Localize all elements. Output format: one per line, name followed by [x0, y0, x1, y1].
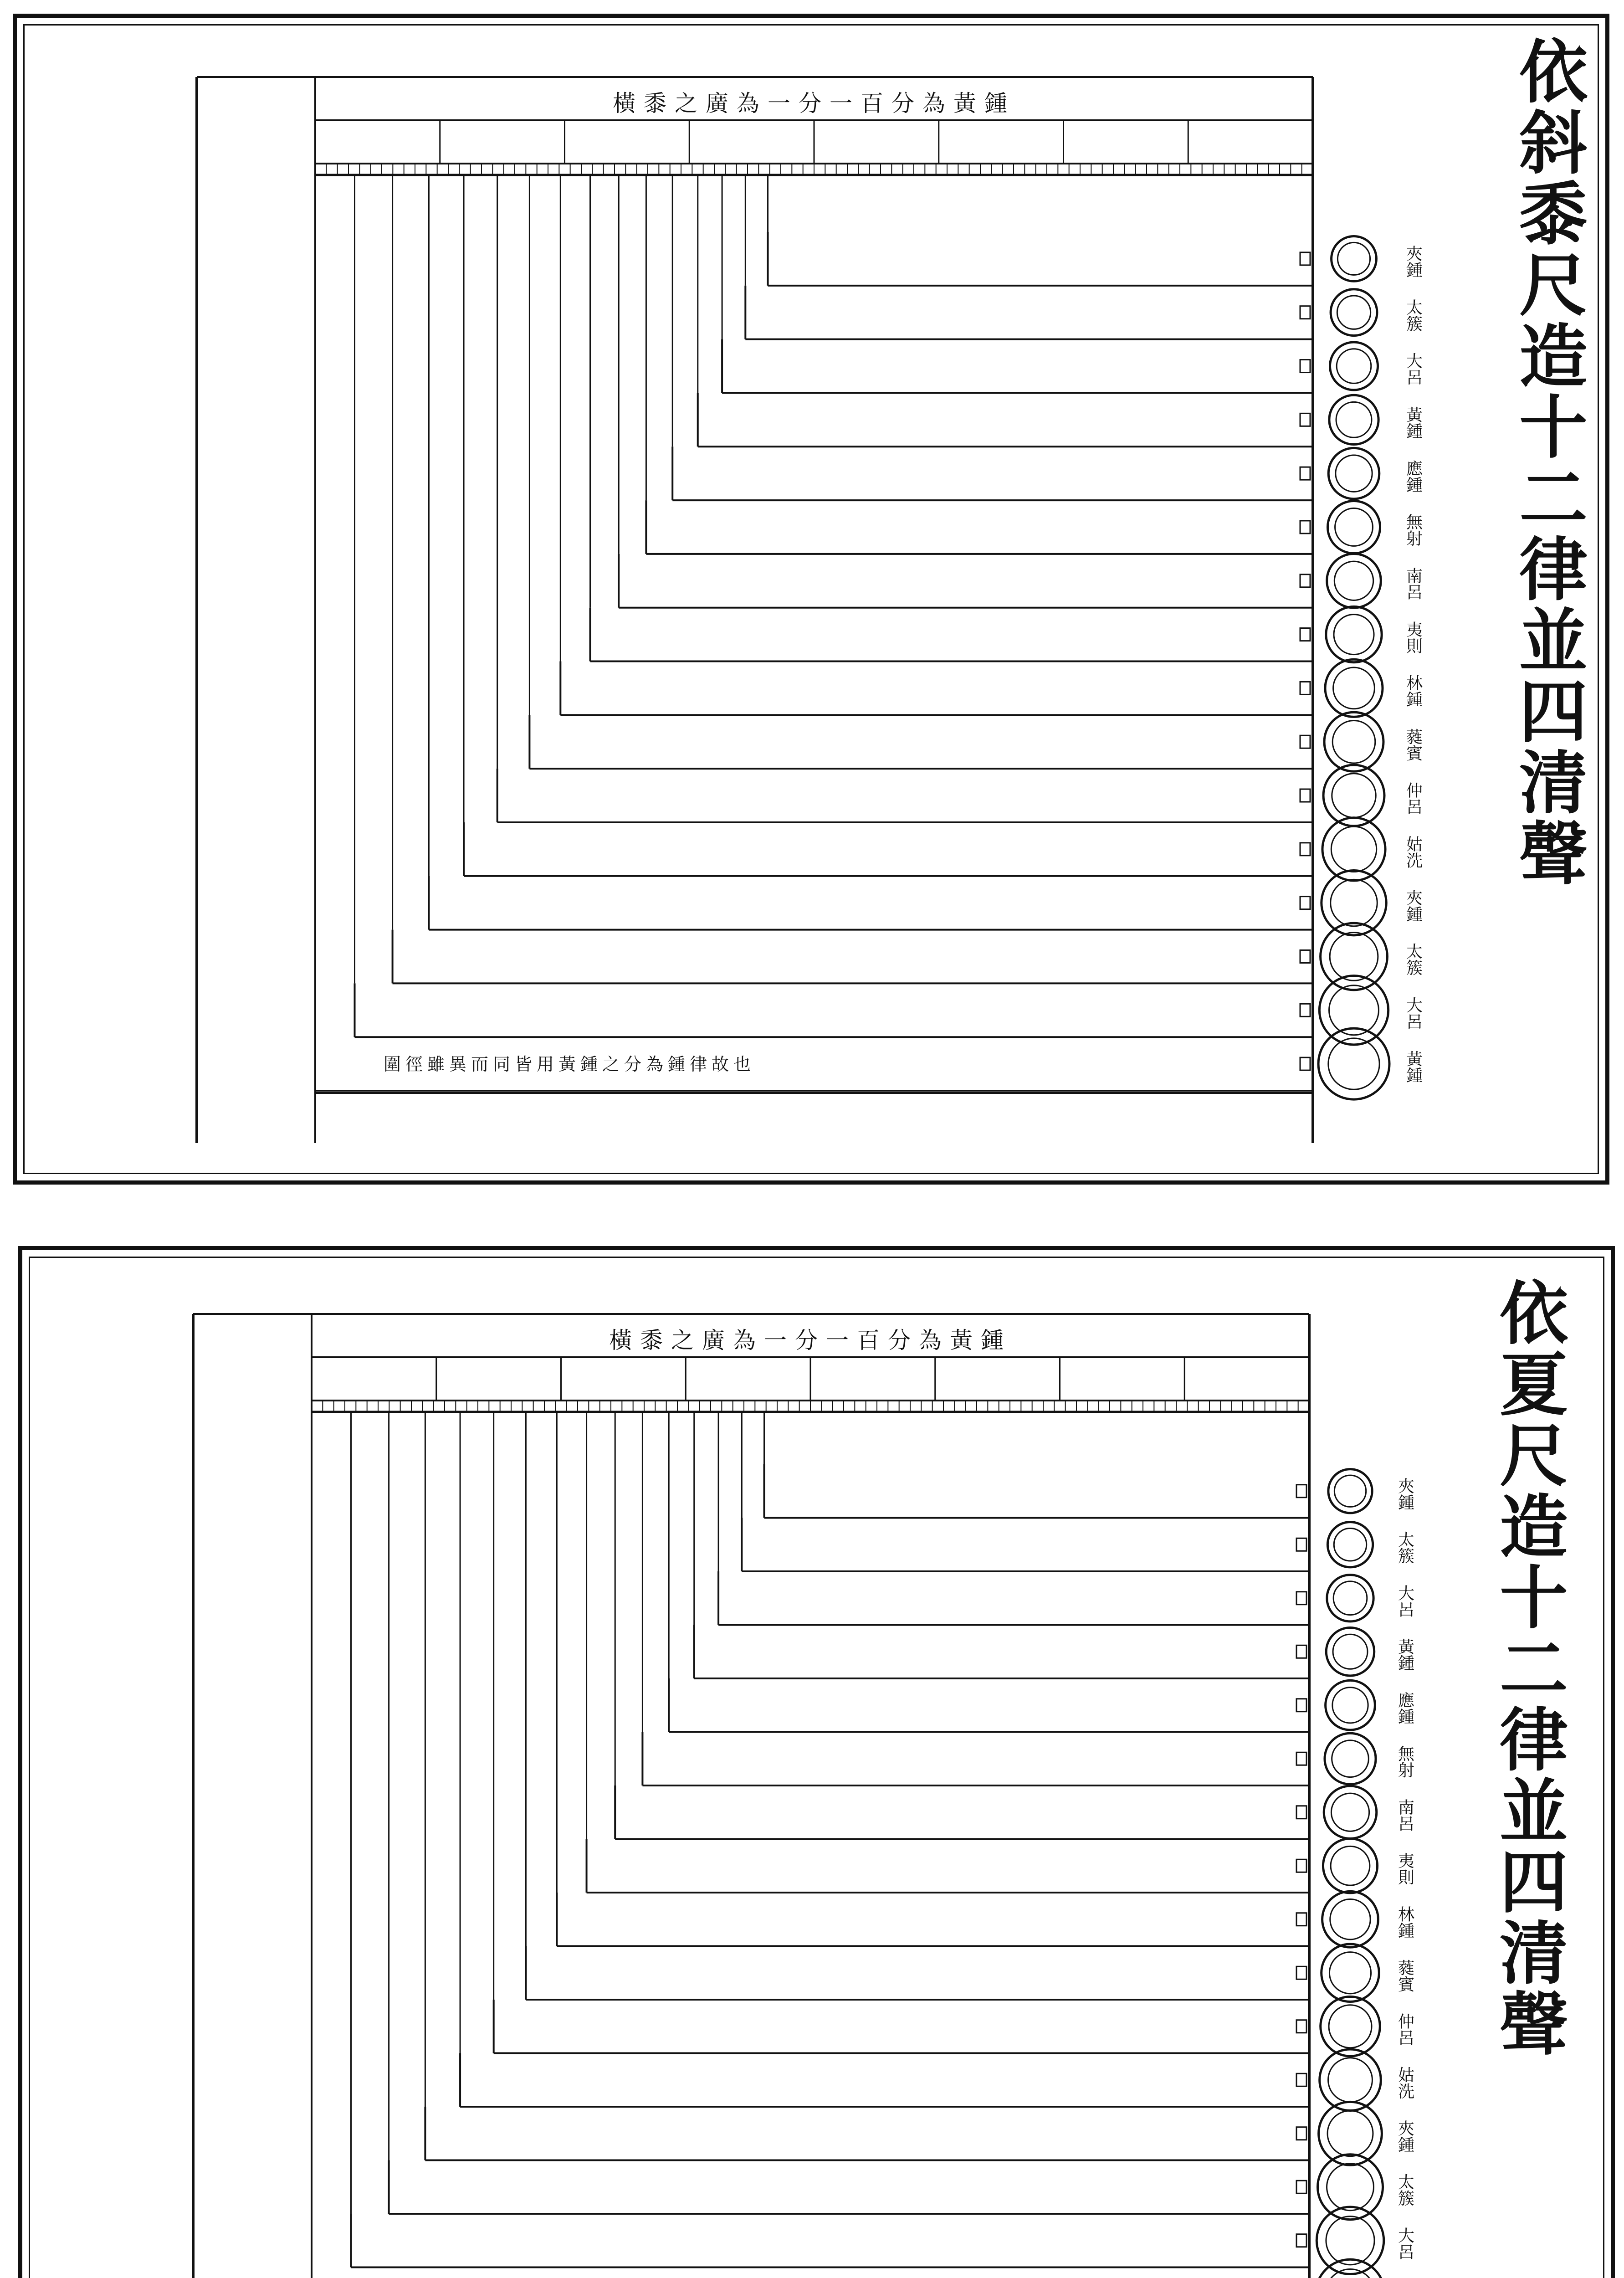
- pipe-aperture-inner-circle: [1331, 1793, 1369, 1831]
- pipe-name: 夾鍾: [1395, 1477, 1414, 1510]
- pipe-name: 太簇: [1404, 298, 1423, 332]
- lower-chart-title: 依夏尺造十二律並四清聲: [1488, 1278, 1568, 2059]
- pipe-aperture-inner-circle: [1336, 455, 1372, 492]
- pipe-name: 太簇: [1395, 1531, 1414, 1564]
- pipe-mouth-box: [1300, 575, 1310, 587]
- pipe-aperture-inner-circle: [1332, 1688, 1368, 1723]
- pipe-mouth-box: [1296, 1592, 1306, 1605]
- pipe-mouth-box: [1300, 735, 1310, 748]
- pipe-mouth-box: [1296, 2020, 1306, 2033]
- pipe-aperture-inner-circle: [1326, 2216, 1374, 2265]
- pipe-aperture-inner-circle: [1337, 349, 1371, 384]
- pipe-name: 南呂: [1404, 567, 1423, 600]
- pipe-aperture-inner-circle: [1330, 1899, 1370, 1939]
- pipe-mouth-box: [1296, 1913, 1306, 1926]
- pipe-name: 應鍾: [1395, 1691, 1414, 1724]
- pipe-mouth-box: [1296, 2127, 1306, 2140]
- pipe-name: 黃鍾: [1395, 1638, 1414, 1671]
- pipe-mouth-box: [1300, 306, 1310, 319]
- pipe-name: 蕤賓: [1404, 728, 1423, 761]
- upper-chart-title: 依斜黍尺造十二律並四清聲: [1507, 36, 1588, 889]
- pipe-name: 林鍾: [1404, 674, 1423, 708]
- upper-pipe-diagram: [17, 18, 1605, 1180]
- pipe-aperture-inner-circle: [1329, 1952, 1371, 1994]
- pipe-mouth-box: [1300, 252, 1310, 265]
- pipe-name: 太簇: [1404, 943, 1423, 976]
- pipe-aperture-inner-circle: [1328, 1038, 1379, 1089]
- pipe-aperture-inner-circle: [1337, 242, 1370, 275]
- pipe-mouth-box: [1300, 413, 1310, 426]
- pipe-aperture-inner-circle: [1330, 933, 1378, 981]
- pipe-mouth-box: [1300, 897, 1310, 909]
- pipe-mouth-box: [1300, 1057, 1310, 1070]
- ruler-caption: 橫黍之廣為一分一百分為黃鍾: [613, 90, 1015, 117]
- pipe-aperture-inner-circle: [1332, 720, 1375, 763]
- pipe-aperture-inner-circle: [1332, 774, 1376, 817]
- pipe-name: 大呂: [1395, 1584, 1414, 1617]
- pipe-name: 黃鍾: [1404, 1050, 1423, 1083]
- pipe-mouth-box: [1300, 843, 1310, 856]
- pipe-name: 夾鍾: [1404, 245, 1423, 278]
- pipe-aperture-inner-circle: [1334, 615, 1374, 655]
- pipe-aperture-inner-circle: [1335, 508, 1373, 546]
- pipe-mouth-box: [1296, 1645, 1306, 1658]
- pipe-aperture-inner-circle: [1331, 1846, 1370, 1885]
- pipe-mouth-box: [1300, 467, 1310, 480]
- pipe-name: 大呂: [1395, 2227, 1414, 2260]
- pipe-aperture-inner-circle: [1327, 2164, 1374, 2211]
- pipe-mouth-box: [1296, 1538, 1306, 1551]
- pipe-name: 大呂: [1404, 996, 1423, 1030]
- pipe-aperture-outer-circle: [1318, 1028, 1389, 1099]
- pipe-name: 夷則: [1404, 621, 1423, 654]
- ruler-caption: 橫黍之廣為一分一百分為黃鍾: [609, 1327, 1012, 1354]
- pipe-aperture-inner-circle: [1332, 1740, 1369, 1777]
- pipe-mouth-box: [1296, 1859, 1306, 1872]
- pipe-aperture-inner-circle: [1327, 2111, 1373, 2156]
- pipe-name: 姑洗: [1395, 2066, 1414, 2099]
- pipe-mouth-box: [1300, 360, 1310, 373]
- pipe-name: 夾鍾: [1404, 889, 1423, 922]
- pipe-mouth-box: [1296, 2073, 1306, 2086]
- pipe-name: 南呂: [1395, 1798, 1414, 1832]
- pipe-name: 林鍾: [1395, 1905, 1414, 1939]
- pipe-name: 應鍾: [1404, 460, 1423, 493]
- pipe-aperture-inner-circle: [1334, 1529, 1366, 1561]
- pipe-mouth-box: [1300, 521, 1310, 534]
- pipe-name: 無射: [1395, 1745, 1414, 1778]
- pipe-mouth-box: [1300, 950, 1310, 963]
- pipe-aperture-inner-circle: [1333, 1581, 1367, 1615]
- lower-pipe-diagram: [22, 1250, 1611, 2278]
- pipe-mouth-box: [1296, 1485, 1306, 1498]
- pipe-aperture-inner-circle: [1334, 1475, 1366, 1507]
- pipe-mouth-box: [1296, 1699, 1306, 1712]
- pipe-mouth-box: [1300, 789, 1310, 802]
- pipe-aperture-inner-circle: [1331, 826, 1376, 872]
- pipe-aperture-inner-circle: [1329, 2005, 1372, 2048]
- pipe-name: 蕤賓: [1395, 1959, 1414, 1992]
- pipe-aperture-inner-circle: [1336, 402, 1372, 437]
- pipe-note: 圍徑雖異而同皆用黃鍾之分為鍾律故也: [384, 1054, 756, 1075]
- pipe-aperture-inner-circle: [1333, 667, 1375, 709]
- pipe-name: 仲呂: [1395, 2012, 1414, 2046]
- pipe-name: 夾鍾: [1395, 2119, 1414, 2153]
- pipe-name: 大呂: [1404, 352, 1423, 385]
- pipe-mouth-box: [1296, 2181, 1306, 2193]
- pipe-mouth-box: [1296, 1966, 1306, 1979]
- pipe-mouth-box: [1296, 1806, 1306, 1819]
- pipe-mouth-box: [1300, 628, 1310, 641]
- pipe-aperture-inner-circle: [1337, 296, 1370, 329]
- pipe-mouth-box: [1300, 682, 1310, 694]
- pipe-aperture-inner-circle: [1331, 879, 1378, 926]
- pipe-name: 仲呂: [1404, 782, 1423, 815]
- pipe-aperture-inner-circle: [1333, 1634, 1368, 1669]
- pipe-name: 夷則: [1395, 1852, 1414, 1885]
- pipe-name: 姑洗: [1404, 835, 1423, 868]
- pipe-name: 無射: [1404, 513, 1423, 546]
- pipe-name: 太簇: [1395, 2173, 1414, 2206]
- pipe-name: 黃鍾: [1404, 406, 1423, 439]
- lower-chart-panel: [18, 1246, 1615, 2278]
- pipe-mouth-box: [1296, 2234, 1306, 2247]
- upper-chart-panel: [13, 14, 1609, 1185]
- pipe-aperture-inner-circle: [1334, 561, 1373, 600]
- pipe-mouth-box: [1300, 1004, 1310, 1016]
- pipe-aperture-outer-circle: [1319, 976, 1388, 1045]
- pipe-aperture-inner-circle: [1328, 2058, 1373, 2102]
- pipe-mouth-box: [1296, 1752, 1306, 1765]
